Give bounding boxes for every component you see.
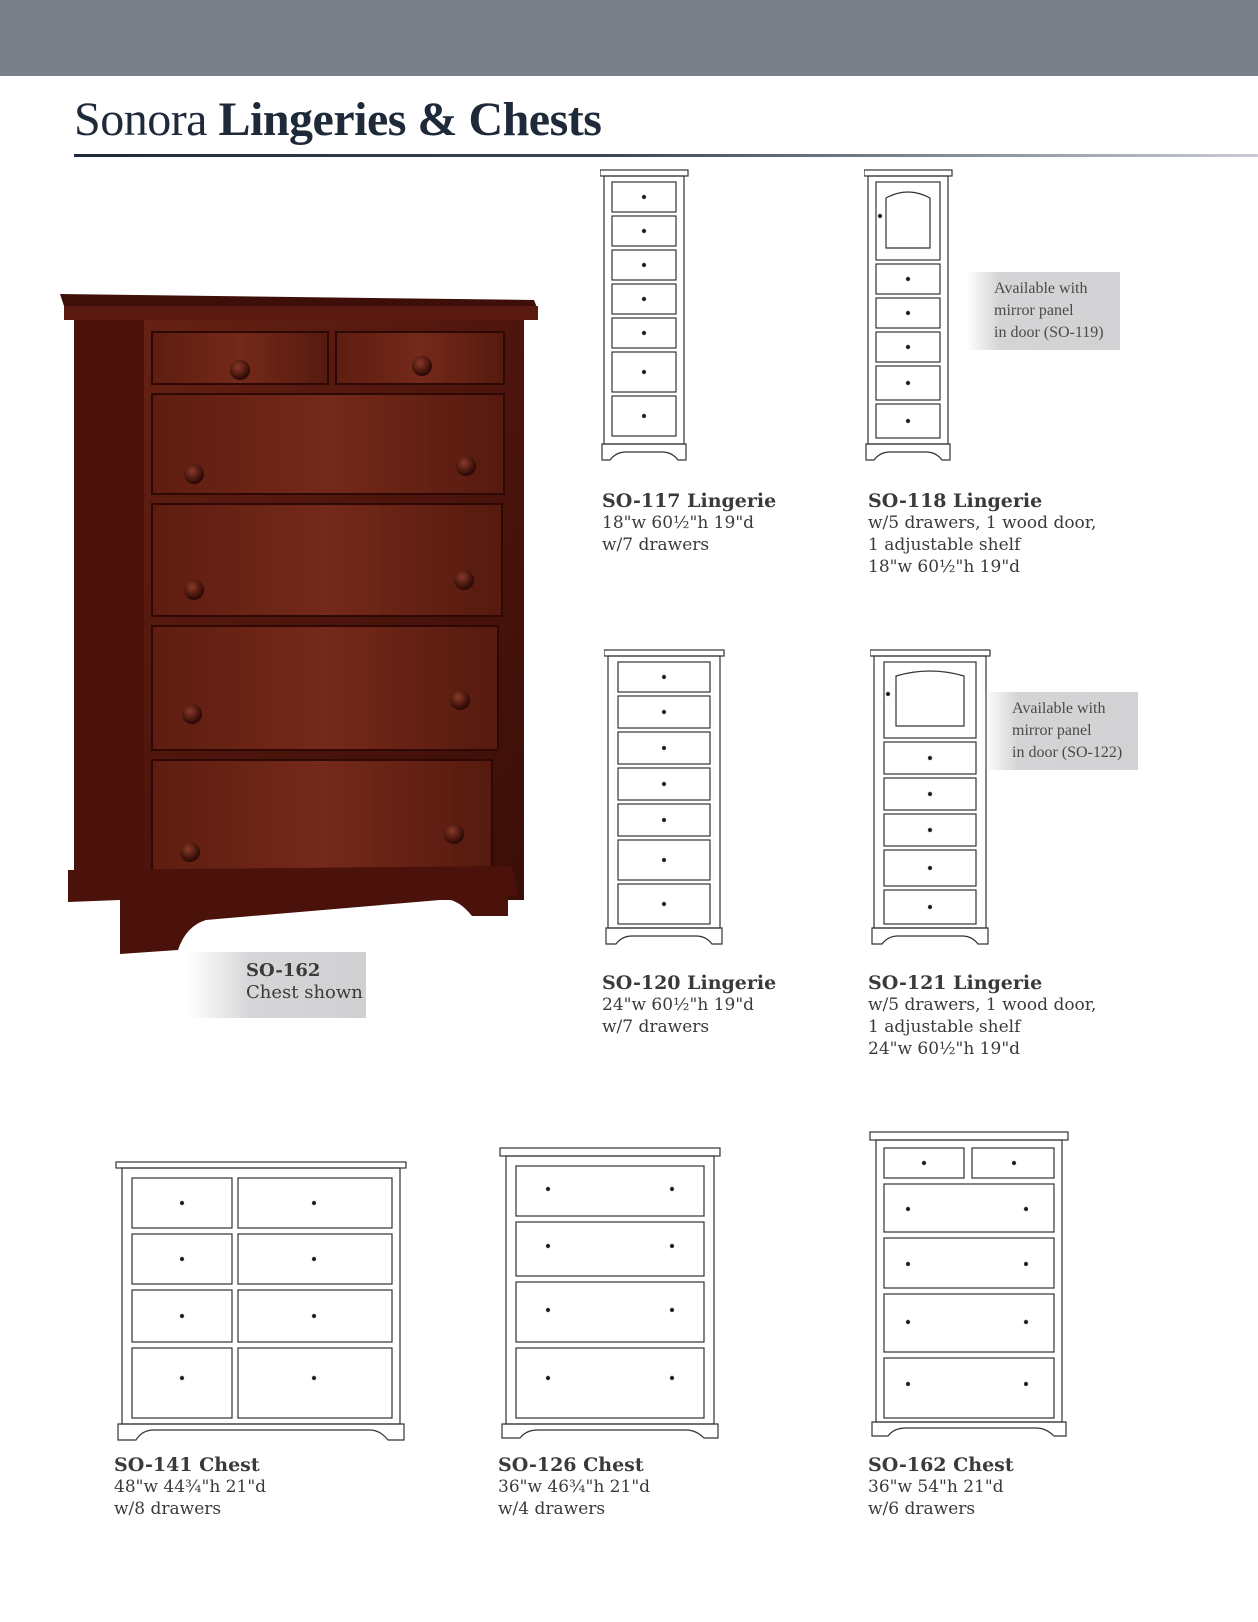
title-rule bbox=[74, 154, 1258, 157]
product-spec: w/7 drawers bbox=[602, 535, 710, 555]
product-spec: w/5 drawers, 1 wood door, bbox=[868, 513, 1097, 533]
note-line: Available with bbox=[1012, 700, 1106, 717]
product-spec: w/6 drawers bbox=[868, 1499, 976, 1519]
product-so120 bbox=[602, 972, 776, 1038]
photo-code: SO-162 bbox=[246, 960, 321, 981]
product-spec: 48"w 44¾"h 21"d bbox=[114, 1477, 267, 1497]
product-name: SO-118 Lingerie bbox=[868, 490, 1043, 512]
note-line: mirror panel bbox=[1012, 722, 1092, 739]
title-brand: Sonora bbox=[74, 93, 207, 146]
product-spec: w/4 drawers bbox=[498, 1499, 606, 1519]
product-spec: w/7 drawers bbox=[602, 1017, 710, 1037]
note-line: Available with bbox=[994, 280, 1088, 297]
page-title bbox=[74, 92, 601, 147]
product-so117 bbox=[602, 490, 776, 556]
so118-drawing bbox=[864, 168, 964, 468]
product-spec: 24"w 60½"h 19"d bbox=[868, 1039, 1021, 1059]
so162-drawing bbox=[868, 1130, 1074, 1442]
product-name: SO-162 Chest bbox=[868, 1454, 1014, 1476]
photo-caption-text: Chest shown bbox=[246, 982, 363, 1003]
product-spec: 1 adjustable shelf bbox=[868, 1017, 1021, 1037]
note-line: in door (SO-122) bbox=[1012, 744, 1123, 761]
product-spec: w/8 drawers bbox=[114, 1499, 222, 1519]
product-so121 bbox=[868, 972, 1096, 1060]
product-name: SO-126 Chest bbox=[498, 1454, 644, 1476]
product-name: SO-141 Chest bbox=[114, 1454, 260, 1476]
product-so118 bbox=[868, 490, 1096, 578]
photo-caption bbox=[188, 952, 366, 1018]
product-name: SO-117 Lingerie bbox=[602, 490, 777, 512]
chest-photo bbox=[56, 290, 556, 990]
so126-drawing bbox=[498, 1146, 726, 1444]
product-name: SO-120 Lingerie bbox=[602, 972, 777, 994]
so141-drawing bbox=[114, 1160, 410, 1444]
product-name: SO-121 Lingerie bbox=[868, 972, 1043, 994]
so117-drawing bbox=[600, 168, 700, 468]
product-spec: 18"w 60½"h 19"d bbox=[868, 557, 1021, 577]
product-so141 bbox=[114, 1454, 266, 1520]
so118-mirror-note bbox=[966, 272, 1120, 350]
note-line: mirror panel bbox=[994, 302, 1074, 319]
so121-mirror-note bbox=[984, 692, 1138, 770]
title-rest: Lingeries & Chests bbox=[218, 93, 602, 146]
so120-drawing bbox=[604, 648, 730, 952]
note-line: in door (SO-119) bbox=[994, 324, 1104, 341]
so121-drawing bbox=[870, 648, 996, 952]
product-spec: 24"w 60½"h 19"d bbox=[602, 995, 755, 1015]
product-spec: 36"w 54"h 21"d bbox=[868, 1477, 1004, 1497]
product-so126 bbox=[498, 1454, 650, 1520]
header-band bbox=[0, 0, 1258, 76]
product-so162 bbox=[868, 1454, 1014, 1520]
product-spec: 1 adjustable shelf bbox=[868, 535, 1021, 555]
product-spec: 36"w 46¾"h 21"d bbox=[498, 1477, 651, 1497]
product-spec: w/5 drawers, 1 wood door, bbox=[868, 995, 1097, 1015]
product-spec: 18"w 60½"h 19"d bbox=[602, 513, 755, 533]
